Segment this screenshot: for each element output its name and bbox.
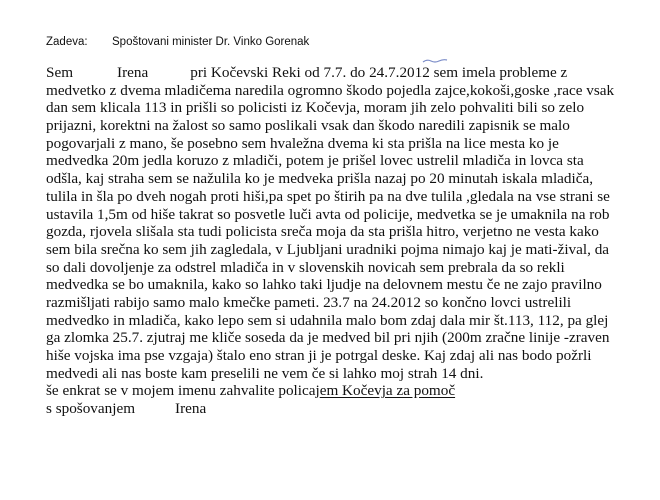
signature-name: Irena [175, 400, 207, 418]
thanks-text: še enkrat se v mojem imenu zahvalite policaj [46, 382, 320, 400]
letter-line: prijazni, korektni na žalost so samo poslikali vsak dan škodo naredili zapisnik se malo [46, 117, 570, 135]
letter-line-1 [46, 64, 646, 82]
letter-line: ga zlomka 25.7. zjutraj me kliče soseda da je medved bil pri njih (200m zračne linije -zraven [46, 329, 610, 347]
letter-line: hiše vojska ima pse vzgaja) štalo eno stran ji je potrgal deske. Kaj zdaj ali nas bodo požrli [46, 347, 592, 364]
closing-text: s spošovanjem [46, 400, 136, 418]
letter-line: odšla, kaj straha sem se nažulila ko je medveka prišla nazaj po 20 minutah iskala mladiča, [46, 170, 593, 188]
subject-label: Zadeva: [46, 36, 88, 48]
subject-text: Spoštovani minister Dr. Vinko Gorenak [112, 36, 310, 48]
letter-line: medvedka se bo umaknila, kako so lahko taki ljudje na delovnem mestu če ne zajo pravilno [46, 276, 602, 294]
letter-thanks-line [46, 382, 646, 400]
author-name: Irena [117, 64, 149, 81]
letter-line: so dali dovoljenje za odstrel mladiča in v slovenskih novicah sem prebrala da so rekli [46, 258, 565, 276]
letter-line: medvedi ali nas boste kam preselili ne vem če si lahko moj strah 14 dni. [46, 364, 484, 382]
letter-line-1-text: pri Kočevski Reki od 7.7. do 24.7.2012 sem imela probleme z [190, 64, 568, 81]
greeting-word: Sem [46, 64, 74, 81]
letter-closing-line [46, 400, 646, 418]
letter-line: razmišljati rabijo samo malo kmečke pameti. 23.7 na 24.2012 so končno lovci ustrelili [46, 293, 572, 311]
letter-line: medvetko z dvema mladičema naredila ogromno škodo pojedla zajce,kokoši,goske ,race vsak [46, 81, 615, 99]
letter-line: medvedka 20m jedla koruzo z mladiči, potem je prišel lovec ustrelil mladiča in lovca sta [46, 152, 584, 170]
letter-line: dan sem klicala 113 in prišli so policisti iz Kočevja, moram jih zelo pohvaliti bili so zelo [46, 99, 585, 117]
letter-line: medvedko in mladiča, kako lepo sem si udahnila malo bom zdaj dala mir št.113, 112, pa glej [46, 311, 609, 329]
letter-body [46, 64, 646, 418]
letter-line: sem bila srečna ko sem jih zagledala, v Ljubljani uradniki pojma nimajo kaj je mati-žival, da [46, 240, 610, 258]
letter-line: tulila in šla po dveh nogah proti hiši,pa spet po štirih pa na dve tulila ,gledala na vse strani se [46, 187, 610, 205]
thanks-underlined-text: em Kočevja za pomoč [319, 382, 456, 400]
letter-line: pogovarjali z mano, še posebno sem hvaležna dvema ki sta prišla na lice mesta ko je [46, 134, 559, 152]
letter-line: ustavila 1,5m od hiše takrat so posvetle luči avta od policije, medvetka se je umaknila na rob [46, 205, 610, 223]
letter-line: gozda, rjovela slišala sta tudi policista sreča moja da sta prišla hitro, verjetno ne vesta kako [46, 223, 599, 241]
letter-subject-line [46, 36, 309, 48]
